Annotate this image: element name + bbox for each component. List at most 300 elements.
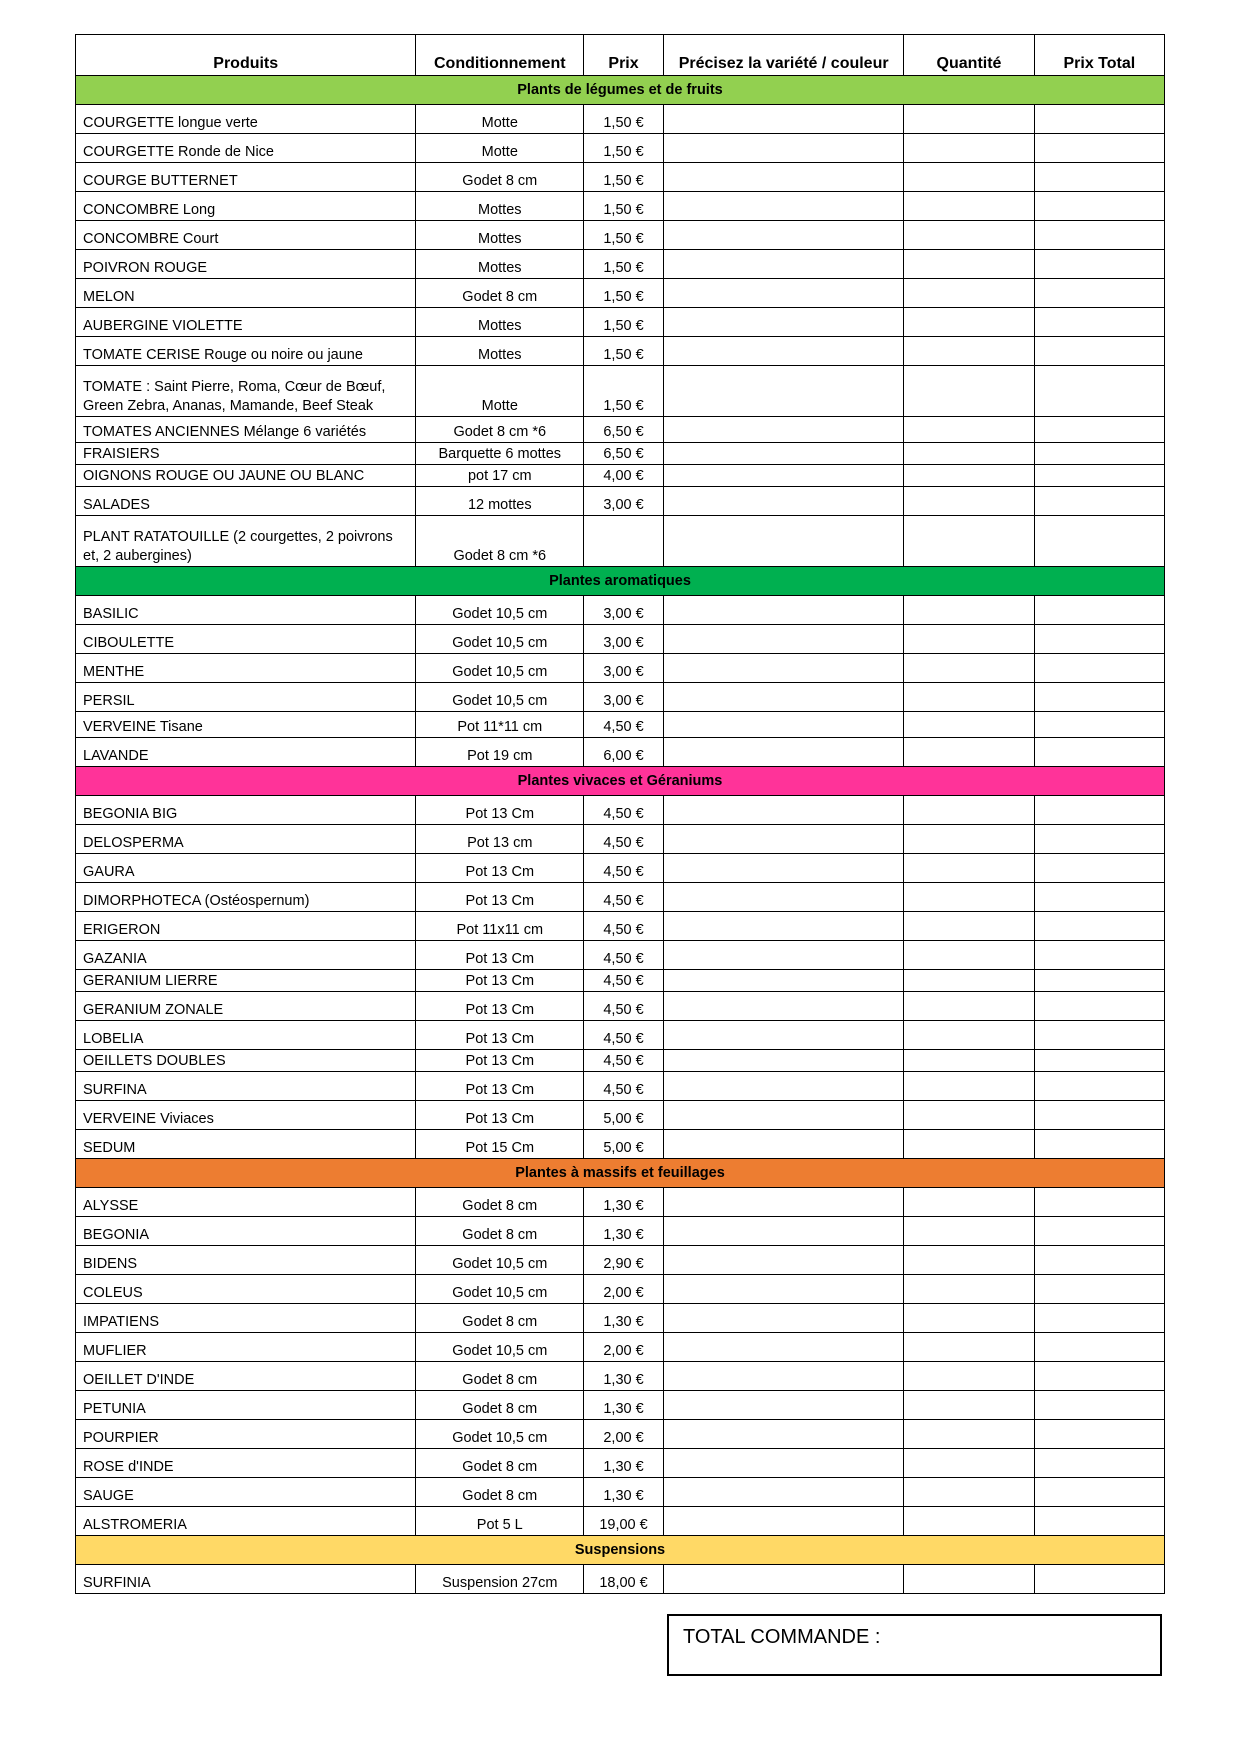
- prix-total-cell[interactable]: [1034, 970, 1164, 992]
- variete-input-cell[interactable]: [663, 192, 903, 221]
- quantite-input-cell[interactable]: [904, 712, 1034, 738]
- variete-input-cell[interactable]: [663, 105, 903, 134]
- quantite-input-cell[interactable]: [904, 1565, 1034, 1594]
- prix-total-cell[interactable]: [1034, 192, 1164, 221]
- variete-input-cell[interactable]: [663, 738, 903, 767]
- conditionnement-cell: Pot 13 Cm: [416, 796, 584, 825]
- prix-cell: 1,50 €: [584, 366, 664, 417]
- prix-cell: 3,00 €: [584, 596, 664, 625]
- table-row: [76, 417, 1165, 443]
- table-row: [76, 487, 1165, 516]
- quantite-input-cell[interactable]: [904, 1275, 1034, 1304]
- product-name-cell: COURGETTE longue verte: [76, 105, 416, 134]
- table-row: [76, 1449, 1165, 1478]
- variete-input-cell[interactable]: [663, 854, 903, 883]
- product-name-cell: SALADES: [76, 487, 416, 516]
- prix-total-cell[interactable]: [1034, 796, 1164, 825]
- prix-total-cell[interactable]: [1034, 221, 1164, 250]
- prix-total-cell[interactable]: [1034, 738, 1164, 767]
- conditionnement-cell: Mottes: [416, 308, 584, 337]
- variete-input-cell[interactable]: [663, 712, 903, 738]
- variete-input-cell[interactable]: [663, 1101, 903, 1130]
- variete-input-cell[interactable]: [663, 992, 903, 1021]
- variete-input-cell[interactable]: [663, 221, 903, 250]
- prix-total-cell[interactable]: [1034, 1130, 1164, 1159]
- prix-cell: 1,30 €: [584, 1391, 664, 1420]
- prix-total-cell[interactable]: [1034, 1217, 1164, 1246]
- variete-input-cell[interactable]: [663, 1478, 903, 1507]
- table-row: [76, 654, 1165, 683]
- header-prix-total: Prix Total: [1034, 35, 1164, 76]
- quantite-input-cell[interactable]: [904, 105, 1034, 134]
- variete-input-cell[interactable]: [663, 1449, 903, 1478]
- variete-input-cell[interactable]: [663, 1050, 903, 1072]
- product-name-cell: BEGONIA: [76, 1217, 416, 1246]
- conditionnement-cell: Pot 13 Cm: [416, 1050, 584, 1072]
- product-name-cell: CONCOMBRE Long: [76, 192, 416, 221]
- prix-total-cell[interactable]: [1034, 596, 1164, 625]
- prix-total-cell[interactable]: [1034, 279, 1164, 308]
- quantite-input-cell[interactable]: [904, 366, 1034, 417]
- conditionnement-cell: Mottes: [416, 192, 584, 221]
- product-name-cell: OEILLETS DOUBLES: [76, 1050, 416, 1072]
- prix-cell: 2,00 €: [584, 1333, 664, 1362]
- prix-cell: 1,30 €: [584, 1304, 664, 1333]
- quantite-input-cell[interactable]: [904, 163, 1034, 192]
- prix-total-cell[interactable]: [1034, 465, 1164, 487]
- variete-input-cell[interactable]: [663, 1188, 903, 1217]
- conditionnement-cell: Pot 13 Cm: [416, 941, 584, 970]
- conditionnement-cell: Godet 10,5 cm: [416, 1420, 584, 1449]
- conditionnement-cell: Godet 10,5 cm: [416, 625, 584, 654]
- section-title: Plants de légumes et de fruits: [76, 76, 1165, 105]
- quantite-input-cell[interactable]: [904, 1449, 1034, 1478]
- prix-total-cell[interactable]: [1034, 625, 1164, 654]
- prix-cell: 6,00 €: [584, 738, 664, 767]
- variete-input-cell[interactable]: [663, 1391, 903, 1420]
- product-name-cell: SURFINIA: [76, 1565, 416, 1594]
- conditionnement-cell: Godet 10,5 cm: [416, 683, 584, 712]
- prix-total-cell[interactable]: [1034, 1188, 1164, 1217]
- variete-input-cell[interactable]: [663, 134, 903, 163]
- quantite-input-cell[interactable]: [904, 1507, 1034, 1536]
- table-row: [76, 1304, 1165, 1333]
- prix-cell: 1,50 €: [584, 134, 664, 163]
- prix-total-cell[interactable]: [1034, 1021, 1164, 1050]
- prix-total-cell[interactable]: [1034, 1050, 1164, 1072]
- quantite-input-cell[interactable]: [904, 796, 1034, 825]
- prix-total-cell[interactable]: [1034, 487, 1164, 516]
- quantite-input-cell[interactable]: [904, 250, 1034, 279]
- table-row: [76, 163, 1165, 192]
- conditionnement-cell: Godet 10,5 cm: [416, 654, 584, 683]
- prix-total-cell[interactable]: [1034, 163, 1164, 192]
- product-name-cell: COLEUS: [76, 1275, 416, 1304]
- prix-total-cell[interactable]: [1034, 992, 1164, 1021]
- quantite-input-cell[interactable]: [904, 1391, 1034, 1420]
- variete-input-cell[interactable]: [663, 1246, 903, 1275]
- quantite-input-cell[interactable]: [904, 1362, 1034, 1391]
- product-name-cell: DIMORPHOTECA (Ostéospernum): [76, 883, 416, 912]
- variete-input-cell[interactable]: [663, 516, 903, 567]
- prix-total-cell[interactable]: [1034, 516, 1164, 567]
- quantite-input-cell[interactable]: [904, 854, 1034, 883]
- section-title: Suspensions: [76, 1536, 1165, 1565]
- table-row: [76, 465, 1165, 487]
- quantite-input-cell[interactable]: [904, 516, 1034, 567]
- section-header-row: [76, 1536, 1165, 1565]
- table-row: [76, 443, 1165, 465]
- conditionnement-cell: Godet 8 cm: [416, 1362, 584, 1391]
- total-commande-label: TOTAL COMMANDE :: [683, 1626, 881, 1648]
- table-row: [76, 625, 1165, 654]
- conditionnement-cell: Mottes: [416, 337, 584, 366]
- prix-total-cell[interactable]: [1034, 1420, 1164, 1449]
- prix-cell: 6,50 €: [584, 417, 664, 443]
- product-name-cell: SEDUM: [76, 1130, 416, 1159]
- quantite-input-cell[interactable]: [904, 825, 1034, 854]
- conditionnement-cell: Godet 8 cm: [416, 1449, 584, 1478]
- conditionnement-cell: Motte: [416, 366, 584, 417]
- product-name-cell: GAZANIA: [76, 941, 416, 970]
- table-row: [76, 1478, 1165, 1507]
- prix-cell: 3,00 €: [584, 487, 664, 516]
- product-name-cell: MELON: [76, 279, 416, 308]
- table-row: [76, 1362, 1165, 1391]
- quantite-input-cell[interactable]: [904, 1021, 1034, 1050]
- prix-total-cell[interactable]: [1034, 1333, 1164, 1362]
- variete-input-cell[interactable]: [663, 654, 903, 683]
- product-name-cell: GERANIUM ZONALE: [76, 992, 416, 1021]
- quantite-input-cell[interactable]: [904, 134, 1034, 163]
- prix-cell: 4,50 €: [584, 854, 664, 883]
- product-name-cell: FRAISIERS: [76, 443, 416, 465]
- conditionnement-cell: Pot 13 Cm: [416, 1021, 584, 1050]
- section-title: Plantes vivaces et Géraniums: [76, 767, 1165, 796]
- prix-total-cell[interactable]: [1034, 337, 1164, 366]
- header-variete: Précisez la variété / couleur: [663, 35, 903, 76]
- table-row: [76, 105, 1165, 134]
- table-row: [76, 1565, 1165, 1594]
- table-row: [76, 738, 1165, 767]
- product-name-cell: VERVEINE Viviaces: [76, 1101, 416, 1130]
- variete-input-cell[interactable]: [663, 1507, 903, 1536]
- prix-cell: 6,50 €: [584, 443, 664, 465]
- conditionnement-cell: Godet 10,5 cm: [416, 1333, 584, 1362]
- variete-input-cell[interactable]: [663, 250, 903, 279]
- product-name-cell: MENTHE: [76, 654, 416, 683]
- prix-total-cell[interactable]: [1034, 1478, 1164, 1507]
- section-header-row: [76, 567, 1165, 596]
- product-name-cell: ROSE d'INDE: [76, 1449, 416, 1478]
- product-name-cell: LAVANDE: [76, 738, 416, 767]
- prix-cell: 1,50 €: [584, 163, 664, 192]
- prix-total-cell[interactable]: [1034, 1072, 1164, 1101]
- table-row: [76, 1275, 1165, 1304]
- prix-cell: 3,00 €: [584, 625, 664, 654]
- prix-total-cell[interactable]: [1034, 683, 1164, 712]
- conditionnement-cell: Pot 13 Cm: [416, 854, 584, 883]
- prix-cell: 5,00 €: [584, 1130, 664, 1159]
- conditionnement-cell: Godet 8 cm *6: [416, 417, 584, 443]
- prix-cell: 4,50 €: [584, 992, 664, 1021]
- conditionnement-cell: Suspension 27cm: [416, 1565, 584, 1594]
- quantite-input-cell[interactable]: [904, 1246, 1034, 1275]
- prix-total-cell[interactable]: [1034, 366, 1164, 417]
- prix-total-cell[interactable]: [1034, 1304, 1164, 1333]
- table-row: [76, 596, 1165, 625]
- variete-input-cell[interactable]: [663, 1304, 903, 1333]
- table-row: [76, 221, 1165, 250]
- total-commande-box[interactable]: [667, 1614, 1162, 1676]
- table-row: [76, 366, 1165, 417]
- quantite-input-cell[interactable]: [904, 1188, 1034, 1217]
- quantite-input-cell[interactable]: [904, 1072, 1034, 1101]
- table-row: [76, 941, 1165, 970]
- section-header-row: [76, 767, 1165, 796]
- product-name-cell: ALYSSE: [76, 1188, 416, 1217]
- conditionnement-cell: Pot 13 Cm: [416, 883, 584, 912]
- quantite-input-cell[interactable]: [904, 443, 1034, 465]
- variete-input-cell[interactable]: [663, 796, 903, 825]
- variete-input-cell[interactable]: [663, 1420, 903, 1449]
- quantite-input-cell[interactable]: [904, 596, 1034, 625]
- header-row: [76, 35, 1165, 76]
- conditionnement-cell: Godet 10,5 cm: [416, 1275, 584, 1304]
- quantite-input-cell[interactable]: [904, 912, 1034, 941]
- prix-cell: 4,50 €: [584, 941, 664, 970]
- table-row: [76, 1130, 1165, 1159]
- header-prix: Prix: [584, 35, 664, 76]
- prix-total-cell[interactable]: [1034, 308, 1164, 337]
- section-title: Plantes aromatiques: [76, 567, 1165, 596]
- conditionnement-cell: Godet 8 cm: [416, 1217, 584, 1246]
- prix-cell: 4,50 €: [584, 825, 664, 854]
- prix-cell: 1,30 €: [584, 1478, 664, 1507]
- section-title: Plantes à massifs et feuillages: [76, 1159, 1165, 1188]
- prix-total-cell[interactable]: [1034, 825, 1164, 854]
- variete-input-cell[interactable]: [663, 465, 903, 487]
- prix-total-cell[interactable]: [1034, 912, 1164, 941]
- prix-total-cell[interactable]: [1034, 1565, 1164, 1594]
- variete-input-cell[interactable]: [663, 1130, 903, 1159]
- product-name-cell: COURGE BUTTERNET: [76, 163, 416, 192]
- variete-input-cell[interactable]: [663, 883, 903, 912]
- conditionnement-cell: Godet 8 cm: [416, 1304, 584, 1333]
- prix-total-cell[interactable]: [1034, 1275, 1164, 1304]
- variete-input-cell[interactable]: [663, 941, 903, 970]
- prix-cell: 4,50 €: [584, 796, 664, 825]
- variete-input-cell[interactable]: [663, 443, 903, 465]
- variete-input-cell[interactable]: [663, 912, 903, 941]
- product-name-cell: ALSTROMERIA: [76, 1507, 416, 1536]
- variete-input-cell[interactable]: [663, 1072, 903, 1101]
- conditionnement-cell: pot 17 cm: [416, 465, 584, 487]
- conditionnement-cell: Mottes: [416, 221, 584, 250]
- quantite-input-cell[interactable]: [904, 1304, 1034, 1333]
- table-row: [76, 1420, 1165, 1449]
- header-quantite: Quantité: [904, 35, 1034, 76]
- prix-total-cell[interactable]: [1034, 712, 1164, 738]
- table-row: [76, 1507, 1165, 1536]
- quantite-input-cell[interactable]: [904, 654, 1034, 683]
- variete-input-cell[interactable]: [663, 970, 903, 992]
- quantite-input-cell[interactable]: [904, 487, 1034, 516]
- quantite-input-cell[interactable]: [904, 970, 1034, 992]
- prix-total-cell[interactable]: [1034, 443, 1164, 465]
- conditionnement-cell: Pot 13 cm: [416, 825, 584, 854]
- product-name-cell: CONCOMBRE Court: [76, 221, 416, 250]
- prix-total-cell[interactable]: [1034, 1391, 1164, 1420]
- conditionnement-cell: Godet 8 cm: [416, 1188, 584, 1217]
- product-name-cell: BEGONIA BIG: [76, 796, 416, 825]
- prix-total-cell[interactable]: [1034, 1101, 1164, 1130]
- table-row: [76, 970, 1165, 992]
- prix-cell: 19,00 €: [584, 1507, 664, 1536]
- conditionnement-cell: Godet 10,5 cm: [416, 596, 584, 625]
- variete-input-cell[interactable]: [663, 596, 903, 625]
- conditionnement-cell: Motte: [416, 105, 584, 134]
- conditionnement-cell: Pot 13 Cm: [416, 1072, 584, 1101]
- product-name-cell: POIVRON ROUGE: [76, 250, 416, 279]
- prix-cell: 4,50 €: [584, 1021, 664, 1050]
- product-name-cell: GAURA: [76, 854, 416, 883]
- conditionnement-cell: Godet 10,5 cm: [416, 1246, 584, 1275]
- prix-cell: 1,30 €: [584, 1362, 664, 1391]
- prix-cell: 4,50 €: [584, 970, 664, 992]
- quantite-input-cell[interactable]: [904, 1420, 1034, 1449]
- variete-input-cell[interactable]: [663, 1565, 903, 1594]
- product-name-cell: MUFLIER: [76, 1333, 416, 1362]
- product-name-cell: GERANIUM LIERRE: [76, 970, 416, 992]
- quantite-input-cell[interactable]: [904, 1478, 1034, 1507]
- table-row: [76, 1217, 1165, 1246]
- quantite-input-cell[interactable]: [904, 1101, 1034, 1130]
- prix-total-cell[interactable]: [1034, 1362, 1164, 1391]
- quantite-input-cell[interactable]: [904, 337, 1034, 366]
- quantite-input-cell[interactable]: [904, 465, 1034, 487]
- prix-cell: 1,50 €: [584, 105, 664, 134]
- prix-cell: 4,00 €: [584, 465, 664, 487]
- conditionnement-cell: Godet 8 cm: [416, 1478, 584, 1507]
- table-row: [76, 883, 1165, 912]
- prix-cell: 1,50 €: [584, 308, 664, 337]
- variete-input-cell[interactable]: [663, 825, 903, 854]
- quantite-input-cell[interactable]: [904, 738, 1034, 767]
- quantite-input-cell[interactable]: [904, 279, 1034, 308]
- conditionnement-cell: Barquette 6 mottes: [416, 443, 584, 465]
- prix-total-cell[interactable]: [1034, 1507, 1164, 1536]
- prix-total-cell[interactable]: [1034, 250, 1164, 279]
- prix-total-cell[interactable]: [1034, 1246, 1164, 1275]
- table-body: [76, 76, 1165, 1594]
- quantite-input-cell[interactable]: [904, 883, 1034, 912]
- variete-input-cell[interactable]: [663, 308, 903, 337]
- product-name-cell: TOMATE : Saint Pierre, Roma, Cœur de Bœuf, Green Zebra, Ananas, Mamande, Beef Steak: [76, 366, 416, 417]
- quantite-input-cell[interactable]: [904, 1130, 1034, 1159]
- prix-total-cell[interactable]: [1034, 941, 1164, 970]
- conditionnement-cell: Pot 5 L: [416, 1507, 584, 1536]
- variete-input-cell[interactable]: [663, 1021, 903, 1050]
- product-name-cell: COURGETTE Ronde de Nice: [76, 134, 416, 163]
- prix-cell: 18,00 €: [584, 1565, 664, 1594]
- variete-input-cell[interactable]: [663, 1275, 903, 1304]
- product-name-cell: CIBOULETTE: [76, 625, 416, 654]
- prix-cell: 3,00 €: [584, 654, 664, 683]
- quantite-input-cell[interactable]: [904, 683, 1034, 712]
- quantite-input-cell[interactable]: [904, 1217, 1034, 1246]
- prix-total-cell[interactable]: [1034, 134, 1164, 163]
- variete-input-cell[interactable]: [663, 417, 903, 443]
- variete-input-cell[interactable]: [663, 625, 903, 654]
- quantite-input-cell[interactable]: [904, 221, 1034, 250]
- prix-cell: 2,00 €: [584, 1420, 664, 1449]
- variete-input-cell[interactable]: [663, 1333, 903, 1362]
- quantite-input-cell[interactable]: [904, 625, 1034, 654]
- table-row: [76, 854, 1165, 883]
- quantite-input-cell[interactable]: [904, 1333, 1034, 1362]
- prix-cell: 3,00 €: [584, 683, 664, 712]
- prix-total-cell[interactable]: [1034, 417, 1164, 443]
- quantite-input-cell[interactable]: [904, 1050, 1034, 1072]
- prix-total-cell[interactable]: [1034, 654, 1164, 683]
- prix-cell: 2,90 €: [584, 1246, 664, 1275]
- quantite-input-cell[interactable]: [904, 417, 1034, 443]
- variete-input-cell[interactable]: [663, 1362, 903, 1391]
- table-row: [76, 1072, 1165, 1101]
- variete-input-cell[interactable]: [663, 487, 903, 516]
- prix-cell: 4,50 €: [584, 1072, 664, 1101]
- prix-cell: 1,50 €: [584, 337, 664, 366]
- quantite-input-cell[interactable]: [904, 992, 1034, 1021]
- product-name-cell: PETUNIA: [76, 1391, 416, 1420]
- product-name-cell: OIGNONS ROUGE OU JAUNE OU BLANC: [76, 465, 416, 487]
- conditionnement-cell: Motte: [416, 134, 584, 163]
- product-name-cell: PERSIL: [76, 683, 416, 712]
- prix-total-cell[interactable]: [1034, 105, 1164, 134]
- quantite-input-cell[interactable]: [904, 192, 1034, 221]
- variete-input-cell[interactable]: [663, 683, 903, 712]
- prix-cell: [584, 516, 664, 567]
- prix-total-cell[interactable]: [1034, 883, 1164, 912]
- variete-input-cell[interactable]: [663, 279, 903, 308]
- conditionnement-cell: Godet 8 cm: [416, 1391, 584, 1420]
- product-name-cell: LOBELIA: [76, 1021, 416, 1050]
- conditionnement-cell: Godet 8 cm: [416, 279, 584, 308]
- product-name-cell: POURPIER: [76, 1420, 416, 1449]
- product-name-cell: TOMATE CERISE Rouge ou noire ou jaune: [76, 337, 416, 366]
- conditionnement-cell: Pot 13 Cm: [416, 992, 584, 1021]
- section-header-row: [76, 1159, 1165, 1188]
- variete-input-cell[interactable]: [663, 1217, 903, 1246]
- prix-cell: 1,30 €: [584, 1449, 664, 1478]
- prix-cell: 5,00 €: [584, 1101, 664, 1130]
- variete-input-cell[interactable]: [663, 366, 903, 417]
- prix-total-cell[interactable]: [1034, 1449, 1164, 1478]
- table-row: [76, 912, 1165, 941]
- variete-input-cell[interactable]: [663, 163, 903, 192]
- variete-input-cell[interactable]: [663, 337, 903, 366]
- prix-total-cell[interactable]: [1034, 854, 1164, 883]
- table-row: [76, 279, 1165, 308]
- table-row: [76, 1391, 1165, 1420]
- table-row: [76, 712, 1165, 738]
- product-name-cell: VERVEINE Tisane: [76, 712, 416, 738]
- quantite-input-cell[interactable]: [904, 308, 1034, 337]
- quantite-input-cell[interactable]: [904, 941, 1034, 970]
- conditionnement-cell: Mottes: [416, 250, 584, 279]
- table-row: [76, 250, 1165, 279]
